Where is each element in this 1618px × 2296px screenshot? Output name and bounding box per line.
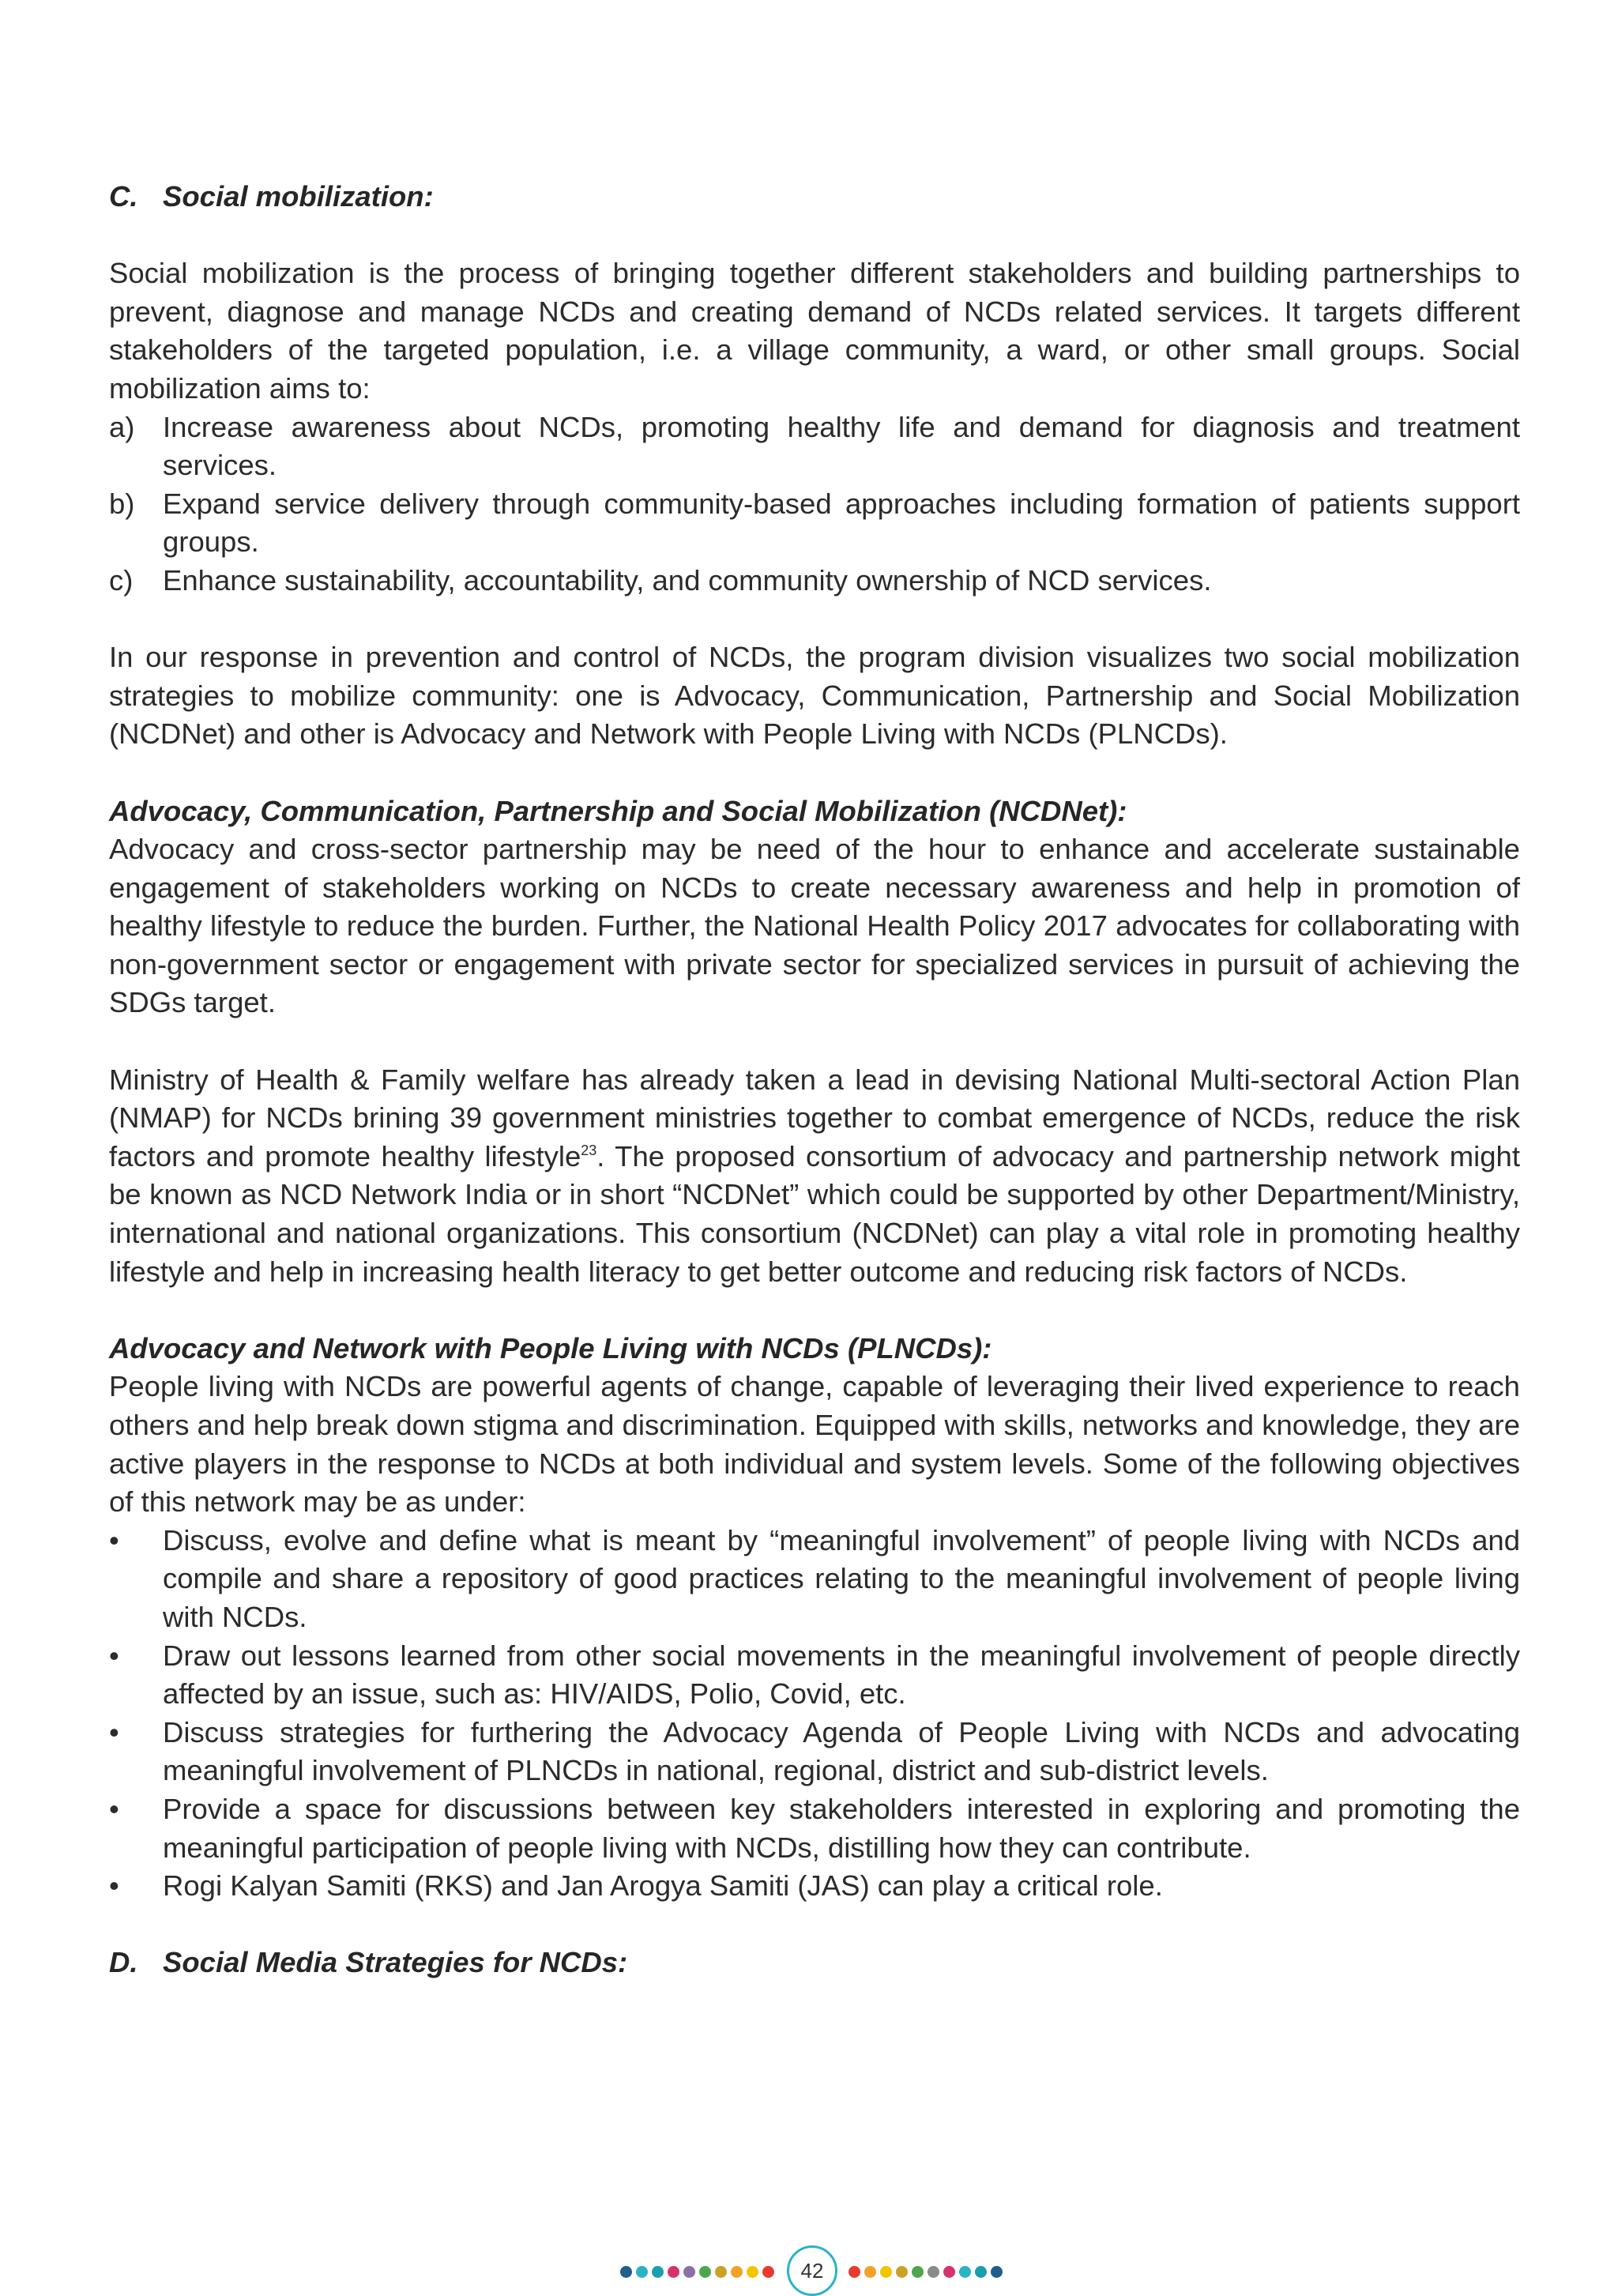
ncdnet-heading: Advocacy, Communication, Partnership and Social Mobilization (NCDNet): <box>109 794 1127 827</box>
footer-dot <box>912 2266 924 2278</box>
footer-dot <box>620 2266 632 2278</box>
list-item-text: Enhance sustainability, accountability, and community ownership of NCD services. <box>163 563 1212 597</box>
ncdnet-paragraph-1: Advocacy and cross-sector partnership may be need of the hour to enhance and accelerate sustainable engagement of stakeholders working on NCDs to create necessary awareness and help in promotion of healthy lifestyle to reduce the burden. Further, the National Health Policy 2017 advocates for collaborating with non-government sector or engagement with private sector for specialized services in pursuit of achieving the SDGs target. <box>109 833 1520 1019</box>
list-item-text: Expand service delivery through community-based approaches including formation of patients support groups. <box>163 487 1520 559</box>
list-item-text: Draw out lessons learned from other social movements in the meaningful involvement of people directly affected by an issue, such as: HIV/AIDS, Polio, Covid, etc. <box>163 1639 1520 1711</box>
footer-dot <box>896 2266 908 2278</box>
footer-dot <box>762 2266 774 2278</box>
aims-list <box>109 408 1520 600</box>
page-number: 42 <box>787 2245 837 2296</box>
list-item-text: Rogi Kalyan Samiti (RKS) and Jan Arogya Samiti (JAS) can play a critical role. <box>163 1869 1163 1903</box>
list-item <box>109 1790 1520 1867</box>
section-d-title: Social Media Strategies for NCDs: <box>163 1946 628 1979</box>
section-c-title: Social mobilization: <box>163 180 434 213</box>
plncds-heading: Advocacy and Network with People Living with NCDs (PLNCDs): <box>109 1331 992 1364</box>
bullet-marker: • <box>109 1715 119 1748</box>
ncdnet-paragraph-2 <box>109 1061 1520 1292</box>
bullet-marker: • <box>109 1869 119 1903</box>
list-item-text: Provide a space for discussions between key stakeholders interested in exploring and promoting the meaningful participation of people living with NCDs, distilling how they can contribute. <box>163 1792 1520 1864</box>
footer-dots-left <box>620 2266 774 2277</box>
footer-dots-right <box>849 2266 1003 2277</box>
footer-dot <box>849 2266 860 2278</box>
list-item <box>109 1637 1520 1714</box>
footer-dot <box>959 2266 971 2278</box>
list-item <box>109 1867 1520 1906</box>
footer-dot <box>668 2266 679 2278</box>
footer-dot <box>699 2266 711 2278</box>
list-marker: c) <box>109 563 134 597</box>
list-item <box>109 485 1520 562</box>
section-d-number: D. <box>109 1946 138 1979</box>
footer-dot <box>683 2266 695 2278</box>
list-item <box>109 1714 1520 1790</box>
footer-dot <box>636 2266 648 2278</box>
footer-dot <box>943 2266 955 2278</box>
list-marker: a) <box>109 410 135 443</box>
section-d-heading <box>109 1944 1520 1982</box>
footer-dot <box>975 2266 987 2278</box>
section-c-number: C. <box>109 180 138 213</box>
list-item-text: Increase awareness about NCDs, promoting healthy life and demand for diagnosis and treatment services. <box>163 410 1520 482</box>
list-marker: b) <box>109 487 135 520</box>
footer-dot <box>747 2266 758 2278</box>
list-item <box>109 562 1520 600</box>
ncdnet-paragraph-2-start: Ministry of Health & Family welfare has already taken a lead in devising National Multi-sectoral Action Plan (NMAP) for NCDs brining 39 government ministries together to combat emergence of NCDs, reduce the risk factors and promote healthy lifestyle <box>109 1063 1520 1172</box>
footer-dot <box>731 2266 743 2278</box>
document-body <box>109 178 1520 1982</box>
bullet-marker: • <box>109 1639 119 1672</box>
plncds-objectives-list <box>109 1522 1520 1906</box>
list-item <box>109 1522 1520 1637</box>
footnote-reference[interactable]: 23 <box>581 1142 597 1158</box>
footer-dot <box>652 2266 664 2278</box>
list-item-text: Discuss strategies for furthering the Advocacy Agenda of People Living with NCDs and advocating meaningful involvement of PLNCDs in national, regional, district and sub-district levels. <box>163 1715 1520 1787</box>
section-c-heading <box>109 178 1520 216</box>
list-item-text: Discuss, evolve and define what is meant by “meaningful involvement” of people living with NCDs and compile and share a repository of good practices relating to the meaningful involvement of people living with NCDs. <box>163 1523 1520 1633</box>
plncds-paragraph: People living with NCDs are powerful agents of change, capable of leveraging their lived experience to reach others and help break down stigma and discrimination. Equipped with skills, networks and knowledge, they are active players in the response to NCDs at both individual and system levels. Some of the following objectives of this network may be as under: <box>109 1370 1520 1519</box>
intro-paragraph: Social mobilization is the process of bringing together different stakeholders and building partnerships to prevent, diagnose and manage NCDs and creating demand of NCDs related services. It targets different stakeholders of the targeted population, i.e. a village community, a ward, or other small groups. Social mobilization aims to: <box>109 257 1520 405</box>
footer-dot <box>880 2266 892 2278</box>
footer-dot <box>715 2266 727 2278</box>
bullet-marker: • <box>109 1792 119 1825</box>
footer-dot <box>928 2266 939 2278</box>
footer-dot <box>864 2266 876 2278</box>
bullet-marker: • <box>109 1523 119 1556</box>
footer-dot <box>991 2266 1003 2278</box>
list-item <box>109 408 1520 485</box>
response-paragraph: In our response in prevention and control of NCDs, the program division visualizes two social mobilization strategies to mobilize community: one is Advocacy, Communication, Partnership and Social Mobilization (NCDNet) and other is Advocacy and Network with People Living with NCDs (PLNCDs). <box>109 641 1520 751</box>
ncdnet-paragraph-2-end: . The proposed consortium of advocacy and partnership network might be known as NCD Network India or in short “NCDNet” which could be supported by other Department/Ministry, international and national organizations. This consortium (NCDNet) can play a vital role in promoting healthy lifestyle and help in increasing health literacy to get better outcome and reducing risk factors of NCDs. <box>109 1139 1520 1288</box>
